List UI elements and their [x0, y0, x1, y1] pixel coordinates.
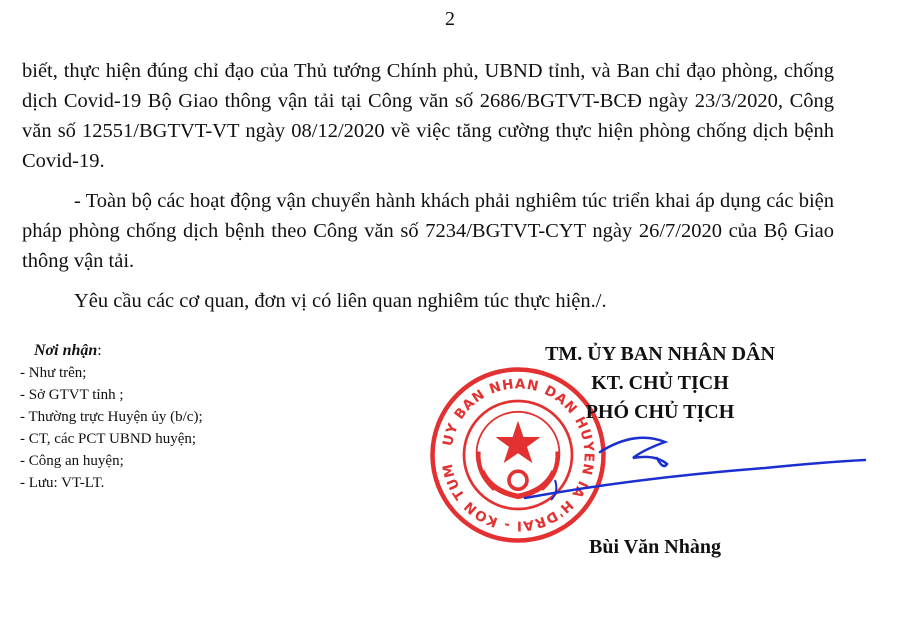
recipients-list [20, 362, 400, 494]
recipients-block [20, 340, 400, 494]
recipient-item: - CT, các PCT UBND huyện; [20, 431, 197, 447]
recipients-heading-text: Nơi nhận [34, 342, 98, 359]
recipient-item: - Lưu: VT-LT. [20, 475, 105, 491]
sign-chair-line: KT. CHỦ TỊCH [591, 372, 729, 394]
page-number: 2 [445, 8, 455, 30]
signer-name: Bùi Văn Nhàng [589, 536, 721, 558]
body-paragraph-passenger-transport: - Toàn bộ các hoạt động vận chuyển hành khách phải nghiêm túc triển khai áp dụng các biện pháp phòng chống dịch bệnh theo Công văn số 7234/BGTVT-CYT ngày 26/7/2020 của Bộ Giao thông vận tải. [22, 190, 834, 272]
recipient-item: - Thường trực Huyện ủy (b/c); [20, 409, 203, 425]
recipient-item: - Sở GTVT tỉnh ; [20, 387, 124, 403]
seal-ring-text: UY BAN NHAN DAN HUYEN IA H'DRAI - KON TUM [439, 376, 597, 534]
sign-org-line: TM. ỦY BAN NHÂN DÂN [545, 343, 775, 365]
recipient-item: - Công an huyện; [20, 453, 124, 469]
signature-block [470, 340, 850, 427]
recipients-heading-colon: : [97, 342, 102, 359]
handwritten-signature [515, 420, 875, 510]
document-body [22, 56, 834, 326]
sign-vice-chair-line: PHÓ CHỦ TỊCH [585, 401, 735, 423]
recipients-heading [20, 340, 400, 362]
recipient-item: - Như trên; [20, 365, 87, 381]
body-paragraph-request: Yêu cầu các cơ quan, đơn vị có liên quan nghiêm túc thực hiện./. [74, 290, 607, 312]
body-paragraph-continuation: biết, thực hiện đúng chỉ đạo của Thủ tướng Chính phủ, UBND tỉnh, và Ban chỉ đạo phòng, chống dịch Covid-19 Bộ Giao thông vận tải tại Công văn số 2686/BGTVT-BCĐ ngày 23/3/2020, Công văn số 12551/BGTVT-VT ngày 08/12/2020 về việc tăng cường thực hiện phòng chống dịch bệnh Covid-19. [22, 60, 834, 172]
